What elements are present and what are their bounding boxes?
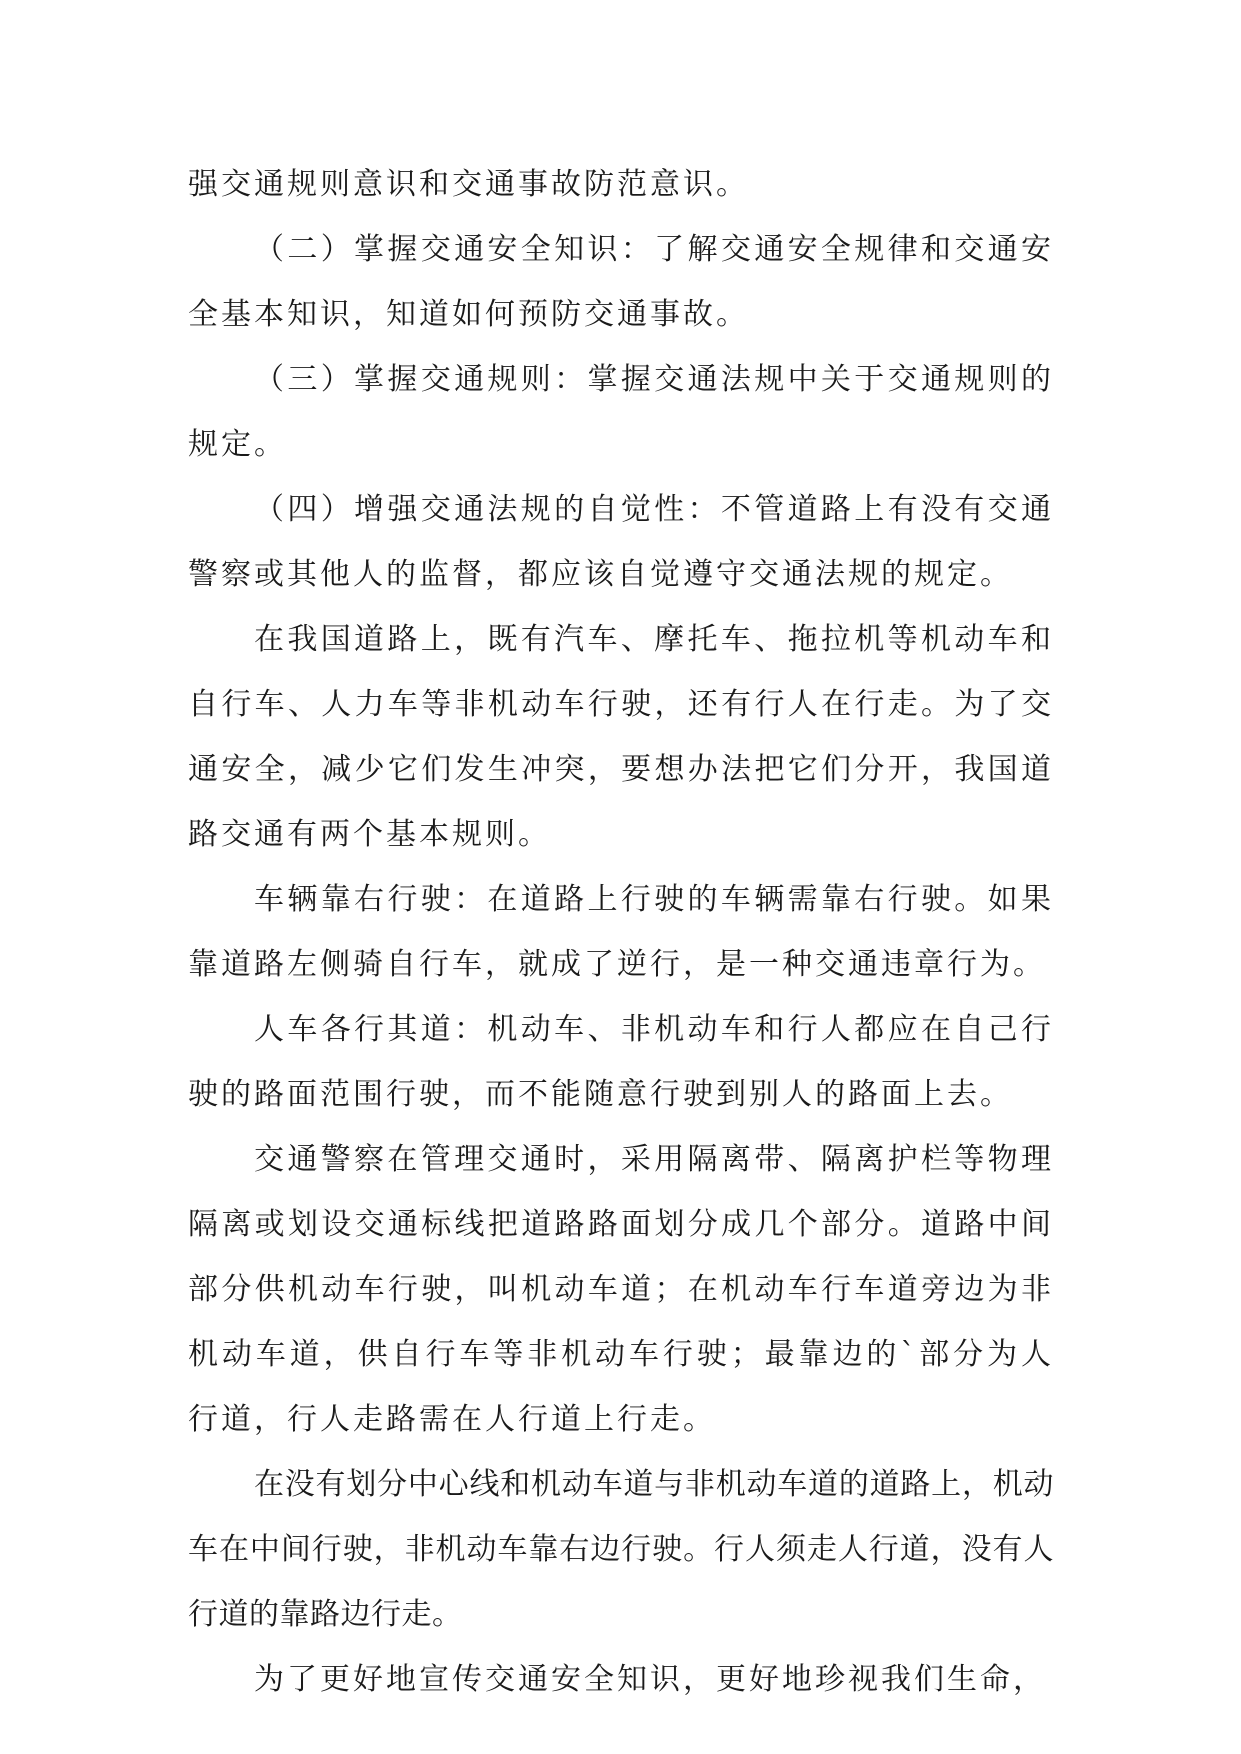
paragraph-keep-right: 车辆靠右行驶：在道路上行驶的车辆需靠右行驶。如果靠道路左侧骑自行车，就成了逆行，是一种交通违章行为。	[188, 882, 1054, 982]
paragraph-separate-lanes: 人车各行其道：机动车、非机动车和行人都应在自己行驶的路面范围行驶，而不能随意行驶到别人的路面上去。	[188, 1012, 1054, 1112]
paragraph-item-three: （三）掌握交通规则：掌握交通法规中关于交通规则的规定。	[188, 362, 1054, 462]
paragraph-continuation: 强交通规则意识和交通事故防范意识。	[188, 167, 749, 202]
paragraph-item-two: （二）掌握交通安全知识：了解交通安全规律和交通安全基本知识，知道如何预防交通事故。	[188, 232, 1054, 332]
paragraph-undivided-roads: 在没有划分中心线和机动车道与非机动车道的道路上，机动车在中间行驶，非机动车靠右边行驶。行人须走人行道，没有人行道的靠路边行走。	[188, 1467, 1054, 1632]
paragraph-lane-division: 交通警察在管理交通时，采用隔离带、隔离护栏等物理隔离或划设交通标线把道路路面划分成几个部分。道路中间部分供机动车行驶，叫机动车道；在机动车行车道旁边为非机动车道，供自行车等非机动车行驶；最靠边的`部分为人行道，行人走路需在人行道上行走。	[188, 1142, 1054, 1437]
paragraph-road-users: 在我国道路上，既有汽车、摩托车、拖拉机等机动车和自行车、人力车等非机动车行驶，还有行人在行走。为了交通安全，减少它们发生冲突，要想办法把它们分开，我国道路交通有两个基本规则。	[188, 622, 1054, 852]
document-body	[188, 152, 1054, 1712]
paragraph-item-four: （四）增强交通法规的自觉性：不管道路上有没有交通警察或其他人的监督，都应该自觉遵守交通法规的规定。	[188, 492, 1054, 592]
paragraph-closing: 为了更好地宣传交通安全知识，更好地珍视我们生命，	[254, 1662, 1046, 1697]
